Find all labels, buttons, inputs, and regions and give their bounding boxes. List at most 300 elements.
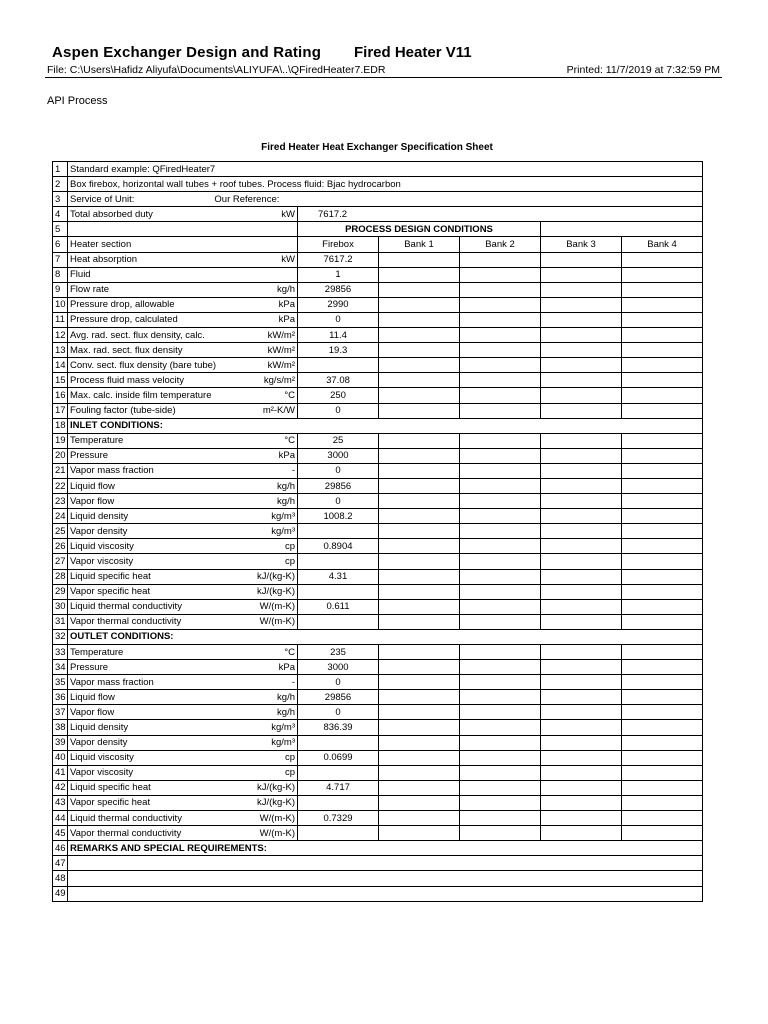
row-unit: kg/m³ [222,720,298,735]
value-cell [379,614,460,629]
printed-timestamp: Printed: 11/7/2019 at 7:32:59 PM [566,64,720,76]
value-cell [541,584,622,599]
value-cell [541,388,622,403]
value-cell: 29856 [298,282,379,297]
value-cell [622,433,703,448]
row-number: 10 [53,297,68,312]
value-cell: 25 [298,433,379,448]
value-cell [460,494,541,509]
value-cell [622,614,703,629]
row-number: 28 [53,569,68,584]
value-cell [298,765,379,780]
value-cell [460,358,541,373]
row-label: Fluid [68,267,222,282]
row-label: Max. rad. sect. flux density [68,343,222,358]
row-unit: kPa [222,448,298,463]
row-label: Liquid specific heat [68,569,222,584]
section-heading: REMARKS AND SPECIAL REQUIREMENTS: [68,841,703,856]
row-label: Process fluid mass velocity [68,373,222,388]
row-unit [222,237,298,252]
value-cell: 29856 [298,690,379,705]
value-cell [622,524,703,539]
table-row [53,388,703,403]
table-row [53,614,703,629]
value-cell [460,343,541,358]
value-cell [622,358,703,373]
value-cell [460,509,541,524]
value-cell [622,282,703,297]
row-value: 7617.2 [298,207,703,222]
value-cell [460,328,541,343]
product-name: Fired Heater V11 [354,44,472,61]
value-cell [460,690,541,705]
row-label: Pressure drop, allowable [68,297,222,312]
row-number: 33 [53,645,68,660]
row-unit: m²-K/W [222,403,298,418]
value-cell [541,599,622,614]
value-cell [541,554,622,569]
table-row [53,282,703,297]
row-unit: kg/m³ [222,735,298,750]
row-number: 6 [53,237,68,252]
row-label: Liquid specific heat [68,780,222,795]
value-cell [379,690,460,705]
table-row [53,494,703,509]
value-cell [379,448,460,463]
value-cell [622,584,703,599]
row-number: 38 [53,720,68,735]
value-cell [622,252,703,267]
row-number: 47 [53,856,68,871]
table-row [53,509,703,524]
table-row [53,403,703,418]
table-row [53,343,703,358]
row-label: Liquid flow [68,690,222,705]
value-cell [379,509,460,524]
value-cell [541,328,622,343]
value-cell [460,297,541,312]
row-label: Max. calc. inside film temperature [68,388,222,403]
row-label: Liquid viscosity [68,750,222,765]
table-row [53,886,703,901]
value-cell [379,826,460,841]
row-number: 17 [53,403,68,418]
value-cell: 29856 [298,478,379,493]
value-cell [379,705,460,720]
value-cell [379,433,460,448]
row-number: 43 [53,795,68,810]
row-number: 35 [53,675,68,690]
row-unit: °C [222,388,298,403]
value-cell [622,765,703,780]
value-cell [460,463,541,478]
value-cell [460,569,541,584]
value-cell [460,584,541,599]
value-cell [379,750,460,765]
row-unit: - [222,463,298,478]
row-number: 16 [53,388,68,403]
row-number: 42 [53,780,68,795]
table-row [53,554,703,569]
row-number: 8 [53,267,68,282]
value-cell: 11.4 [298,328,379,343]
value-cell [622,328,703,343]
row-text [68,856,703,871]
row-number: 39 [53,735,68,750]
table-row [53,629,703,644]
table-row [53,660,703,675]
value-cell [541,252,622,267]
value-cell: Bank 2 [460,237,541,252]
value-cell [460,675,541,690]
row-number: 23 [53,494,68,509]
table-row [53,192,703,207]
value-cell: Bank 4 [622,237,703,252]
row-label: Flow rate [68,282,222,297]
row-label: Liquid thermal conductivity [68,811,222,826]
row-text: Standard example: QFiredHeater7 [68,162,703,177]
row-unit: W/(m-K) [222,811,298,826]
table-row [53,720,703,735]
value-cell [622,569,703,584]
value-cell [460,780,541,795]
row-label: Vapor specific heat [68,795,222,810]
row-label: Vapor density [68,735,222,750]
table-row [53,826,703,841]
value-cell [541,645,622,660]
row-label: Liquid viscosity [68,539,222,554]
row-unit: kJ/(kg-K) [222,795,298,810]
value-cell [541,297,622,312]
row-number: 14 [53,358,68,373]
table-row [53,856,703,871]
value-cell [541,433,622,448]
value-cell [460,524,541,539]
table-row [53,463,703,478]
table-row [53,765,703,780]
row-number: 48 [53,871,68,886]
value-cell [622,554,703,569]
table-row [53,841,703,856]
table-row [53,645,703,660]
value-cell [541,826,622,841]
value-cell: 0 [298,403,379,418]
row-text: Box firebox, horizontal wall tubes + roof tubes. Process fluid: Bjac hydrocarbon [68,177,703,192]
service-of-unit [68,192,703,207]
value-cell: 3000 [298,660,379,675]
table-row [53,448,703,463]
value-cell [622,705,703,720]
section-spacer [68,222,298,237]
value-cell [379,494,460,509]
table-row [53,584,703,599]
value-cell [622,720,703,735]
row-label: Liquid flow [68,478,222,493]
value-cell [622,463,703,478]
value-cell [460,554,541,569]
value-cell: 235 [298,645,379,660]
value-cell [541,720,622,735]
value-cell [460,705,541,720]
row-unit: kW [222,252,298,267]
value-cell [379,463,460,478]
row-label: Avg. rad. sect. flux density, calc. [68,328,222,343]
table-row [53,297,703,312]
value-cell [298,735,379,750]
row-number: 46 [53,841,68,856]
value-cell [460,720,541,735]
row-label: Liquid thermal conductivity [68,599,222,614]
value-cell [379,539,460,554]
value-cell: 2990 [298,297,379,312]
value-cell [460,373,541,388]
value-cell [541,780,622,795]
value-cell [298,524,379,539]
value-cell [622,750,703,765]
value-cell [541,690,622,705]
row-number: 36 [53,690,68,705]
value-cell [460,539,541,554]
row-label: Liquid density [68,509,222,524]
value-cell [622,373,703,388]
value-cell [379,645,460,660]
value-cell: 3000 [298,448,379,463]
value-cell [379,343,460,358]
row-unit: kPa [222,312,298,327]
table-row [53,222,703,237]
value-cell [379,524,460,539]
value-cell [298,584,379,599]
row-unit: kg/h [222,690,298,705]
value-cell [622,267,703,282]
table-row [53,478,703,493]
row-label: Conv. sect. flux density (bare tube) [68,358,222,373]
table-row [53,811,703,826]
table-row [53,177,703,192]
row-label: Vapor density [68,524,222,539]
value-cell [298,554,379,569]
value-cell: 0.7329 [298,811,379,826]
row-unit: kg/h [222,705,298,720]
value-cell [622,811,703,826]
value-cell [460,660,541,675]
row-unit: kg/m³ [222,524,298,539]
row-number: 25 [53,524,68,539]
table-row [53,207,703,222]
value-cell [460,811,541,826]
value-cell [622,388,703,403]
value-cell [622,312,703,327]
app-title: Aspen Exchanger Design and Rating [52,44,322,61]
row-unit: kW [222,207,298,222]
value-cell [379,252,460,267]
value-cell [379,780,460,795]
value-cell: 836.39 [298,720,379,735]
value-cell: 0 [298,705,379,720]
row-number: 29 [53,584,68,599]
value-cell [622,660,703,675]
value-cell [379,569,460,584]
value-cell [541,811,622,826]
value-cell [541,569,622,584]
row-number: 19 [53,433,68,448]
row-label: Pressure drop, calculated [68,312,222,327]
row-label: Pressure [68,448,222,463]
row-unit: kPa [222,297,298,312]
value-cell [379,478,460,493]
row-number: 32 [53,629,68,644]
value-cell: 0 [298,312,379,327]
value-cell: 19.3 [298,343,379,358]
table-row [53,162,703,177]
value-cell [460,795,541,810]
value-cell: 0.8904 [298,539,379,554]
value-cell [541,705,622,720]
value-cell [379,403,460,418]
value-cell: 0 [298,463,379,478]
table-row [53,750,703,765]
value-cell [460,267,541,282]
table-row [53,569,703,584]
value-cell [379,660,460,675]
row-number: 34 [53,660,68,675]
value-cell: Bank 1 [379,237,460,252]
row-unit: cp [222,554,298,569]
table-row [53,418,703,433]
value-cell [460,750,541,765]
value-cell [541,539,622,554]
value-cell [379,599,460,614]
value-cell [622,478,703,493]
row-text [68,886,703,901]
value-cell [622,494,703,509]
value-cell: 37.08 [298,373,379,388]
row-label: Vapor viscosity [68,765,222,780]
row-number: 31 [53,614,68,629]
value-cell [622,645,703,660]
row-number: 37 [53,705,68,720]
value-cell [298,358,379,373]
value-cell [541,750,622,765]
row-label: Vapor mass fraction [68,463,222,478]
value-cell [379,297,460,312]
row-number: 40 [53,750,68,765]
row-unit: kJ/(kg-K) [222,584,298,599]
value-cell: 4.717 [298,780,379,795]
value-cell [622,343,703,358]
value-cell [541,494,622,509]
row-number: 3 [53,192,68,207]
table-row [53,675,703,690]
value-cell [379,795,460,810]
row-unit: kW/m² [222,328,298,343]
row-label: Vapor thermal conductivity [68,614,222,629]
row-label: Vapor specific heat [68,584,222,599]
value-cell [541,660,622,675]
value-cell [541,765,622,780]
table-row [53,690,703,705]
section-heading: OUTLET CONDITIONS: [68,629,703,644]
value-cell [622,795,703,810]
value-cell [379,388,460,403]
value-cell [622,599,703,614]
row-number: 26 [53,539,68,554]
row-label: Temperature [68,433,222,448]
value-cell [298,826,379,841]
service-label: Service of Unit: [70,193,135,205]
row-number: 5 [53,222,68,237]
row-number: 30 [53,599,68,614]
section-heading: PROCESS DESIGN CONDITIONS [298,222,541,237]
row-number: 12 [53,328,68,343]
value-cell [460,312,541,327]
table-row [53,780,703,795]
row-label: Vapor flow [68,705,222,720]
row-number: 22 [53,478,68,493]
row-number: 7 [53,252,68,267]
row-unit: cp [222,765,298,780]
row-unit: kPa [222,660,298,675]
value-cell [379,267,460,282]
value-cell [541,509,622,524]
row-unit [222,267,298,282]
value-cell: 1008.2 [298,509,379,524]
row-number: 20 [53,448,68,463]
row-label: Vapor mass fraction [68,675,222,690]
value-cell [622,297,703,312]
row-unit: kJ/(kg-K) [222,780,298,795]
row-unit: kg/h [222,494,298,509]
value-cell: 0 [298,675,379,690]
value-cell [460,735,541,750]
table-row [53,599,703,614]
section-heading: INLET CONDITIONS: [68,418,703,433]
value-cell [298,614,379,629]
row-number: 2 [53,177,68,192]
value-cell: Firebox [298,237,379,252]
value-cell [541,795,622,810]
row-text [68,871,703,886]
row-unit: W/(m-K) [222,614,298,629]
value-cell [622,403,703,418]
row-number: 21 [53,463,68,478]
value-cell: 0.0699 [298,750,379,765]
value-cell [298,795,379,810]
value-cell [460,599,541,614]
value-cell [541,735,622,750]
row-unit: kg/h [222,478,298,493]
value-cell [541,358,622,373]
row-unit: °C [222,645,298,660]
row-label: Heater section [68,237,222,252]
value-cell [541,614,622,629]
value-cell [541,312,622,327]
value-cell [622,448,703,463]
row-label: Vapor flow [68,494,222,509]
table-row [53,539,703,554]
row-label: Vapor viscosity [68,554,222,569]
value-cell [541,267,622,282]
value-cell [460,433,541,448]
value-cell [622,826,703,841]
table-row [53,328,703,343]
table-row [53,524,703,539]
value-cell: 0 [298,494,379,509]
value-cell [622,509,703,524]
row-unit: kW/m² [222,358,298,373]
row-label: Vapor thermal conductivity [68,826,222,841]
sheet-title: Fired Heater Heat Exchanger Specification Sheet [261,142,493,153]
